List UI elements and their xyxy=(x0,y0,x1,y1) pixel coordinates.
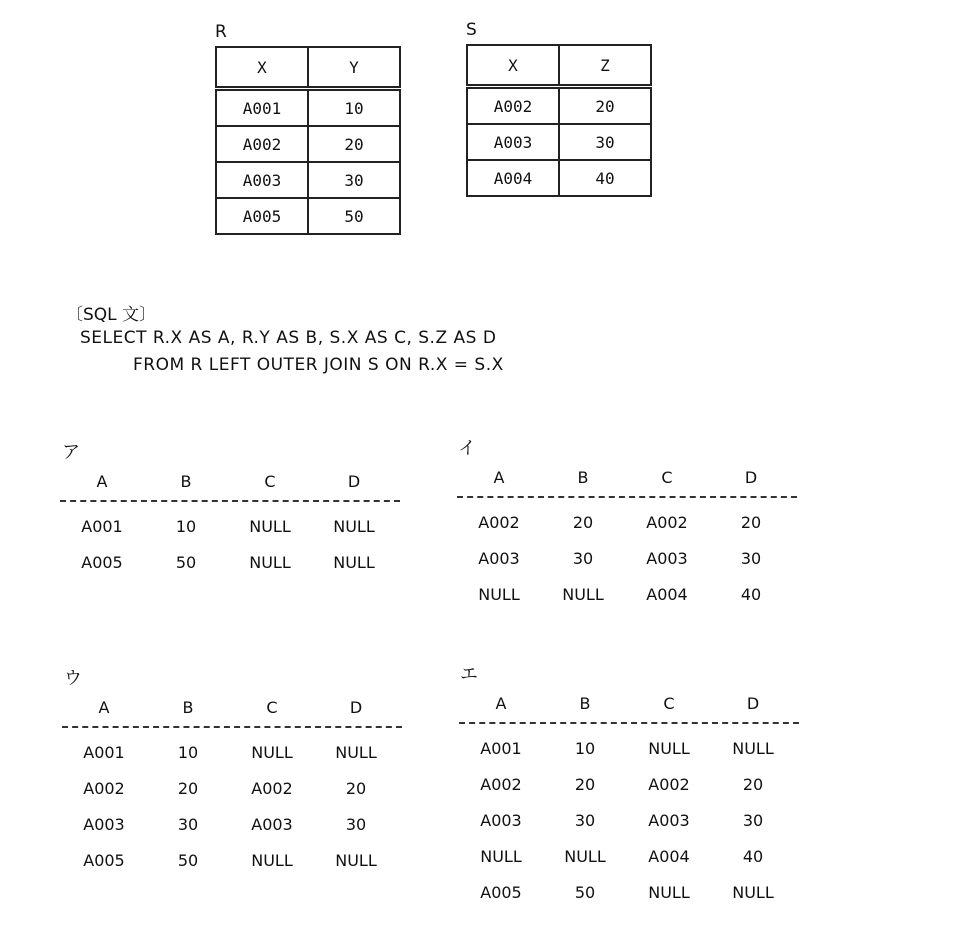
table-cell: A002 xyxy=(467,87,559,125)
table-cell: A001 xyxy=(216,89,308,127)
column-header: B xyxy=(182,697,194,717)
table-r-header-y: Y xyxy=(308,47,400,89)
result-row xyxy=(62,842,402,878)
result-cell: NULL xyxy=(648,738,690,758)
result-cell: NULL xyxy=(562,584,604,604)
column-header: D xyxy=(744,467,758,487)
result-cell: NULL xyxy=(564,846,606,866)
result-cell: 10 xyxy=(574,738,596,758)
result-row xyxy=(62,806,402,842)
column-header: D xyxy=(746,693,760,713)
result-cell: NULL xyxy=(333,516,375,536)
option-u-label: ウ xyxy=(64,668,82,689)
dashed-divider xyxy=(459,722,799,724)
result-cell: A001 xyxy=(480,738,522,758)
result-row xyxy=(457,576,797,612)
column-header: A xyxy=(495,693,507,713)
result-row xyxy=(62,770,402,806)
table-cell: 20 xyxy=(308,126,400,162)
result-row xyxy=(459,838,799,874)
table-row xyxy=(216,126,400,162)
table-s-header-z: Z xyxy=(559,45,651,87)
table-row xyxy=(216,198,400,234)
option-e-result xyxy=(459,688,799,910)
result-cell: 30 xyxy=(572,548,594,568)
column-header: D xyxy=(347,471,361,491)
result-cell: A005 xyxy=(83,850,125,870)
result-cell: 50 xyxy=(175,552,197,572)
result-cell: A005 xyxy=(480,882,522,902)
result-cell: A003 xyxy=(648,810,690,830)
result-cell: A002 xyxy=(251,778,293,798)
table-s xyxy=(466,44,652,197)
table-cell: A005 xyxy=(216,198,308,234)
result-cell: NULL xyxy=(732,882,774,902)
result-cell: 30 xyxy=(742,810,764,830)
result-row xyxy=(459,874,799,910)
table-r xyxy=(215,46,401,235)
column-header: C xyxy=(661,467,673,487)
result-cell: A004 xyxy=(648,846,690,866)
result-cell: A005 xyxy=(81,552,123,572)
result-header xyxy=(457,462,797,492)
result-cell: 30 xyxy=(740,548,762,568)
result-cell: 40 xyxy=(740,584,762,604)
table-cell: A003 xyxy=(467,124,559,160)
result-cell: 30 xyxy=(345,814,367,834)
option-i-label: イ xyxy=(458,438,476,459)
option-u-result xyxy=(62,692,402,878)
dashed-divider xyxy=(457,496,797,498)
result-row xyxy=(62,734,402,770)
result-cell: A002 xyxy=(648,774,690,794)
table-row xyxy=(216,89,400,127)
result-cell: 20 xyxy=(574,774,596,794)
option-a-label: ア xyxy=(62,442,80,463)
table-s-header-x: X xyxy=(467,45,559,87)
result-cell: A003 xyxy=(83,814,125,834)
result-cell: NULL xyxy=(335,742,377,762)
result-cell: NULL xyxy=(251,742,293,762)
result-cell: A004 xyxy=(646,584,688,604)
result-cell: NULL xyxy=(249,552,291,572)
table-row xyxy=(467,160,651,196)
result-cell: 30 xyxy=(574,810,596,830)
result-cell: 50 xyxy=(177,850,199,870)
result-cell: NULL xyxy=(333,552,375,572)
result-cell: A001 xyxy=(81,516,123,536)
option-a-result xyxy=(60,466,400,580)
result-cell: A002 xyxy=(480,774,522,794)
column-header: A xyxy=(98,697,110,717)
table-r-header-x: X xyxy=(216,47,308,89)
result-row xyxy=(60,544,400,580)
column-header: B xyxy=(577,467,589,487)
column-header: C xyxy=(264,471,276,491)
result-cell: A001 xyxy=(83,742,125,762)
table-cell: 40 xyxy=(559,160,651,196)
table-cell: 50 xyxy=(308,198,400,234)
column-header: B xyxy=(180,471,192,491)
result-cell: 50 xyxy=(574,882,596,902)
result-cell: NULL xyxy=(480,846,522,866)
result-row xyxy=(457,504,797,540)
column-header: D xyxy=(349,697,363,717)
dashed-divider xyxy=(62,726,402,728)
column-header: A xyxy=(493,467,505,487)
table-cell: A003 xyxy=(216,162,308,198)
table-cell: 30 xyxy=(559,124,651,160)
table-cell: A004 xyxy=(467,160,559,196)
result-cell: NULL xyxy=(335,850,377,870)
result-cell: 20 xyxy=(572,512,594,532)
result-cell: A003 xyxy=(251,814,293,834)
column-header: B xyxy=(579,693,591,713)
table-s-label: S xyxy=(466,20,477,40)
table-cell: A002 xyxy=(216,126,308,162)
result-header xyxy=(62,692,402,722)
result-cell: NULL xyxy=(249,516,291,536)
result-cell: 20 xyxy=(740,512,762,532)
result-cell: 10 xyxy=(175,516,197,536)
dashed-divider xyxy=(60,500,400,502)
result-cell: 20 xyxy=(742,774,764,794)
result-row xyxy=(459,766,799,802)
result-cell: 40 xyxy=(742,846,764,866)
result-cell: A003 xyxy=(646,548,688,568)
table-row xyxy=(216,162,400,198)
column-header: A xyxy=(96,471,108,491)
option-e-label: エ xyxy=(460,664,478,685)
table-cell: 30 xyxy=(308,162,400,198)
column-header: C xyxy=(266,697,278,717)
result-cell: 20 xyxy=(177,778,199,798)
result-header xyxy=(60,466,400,496)
table-r-label: R xyxy=(215,22,227,42)
result-cell: 10 xyxy=(177,742,199,762)
sql-select-line: SELECT R.X AS A, R.Y AS B, S.X AS C, S.Z AS D xyxy=(80,328,497,348)
result-header xyxy=(459,688,799,718)
column-header: C xyxy=(663,693,675,713)
result-row xyxy=(60,508,400,544)
result-cell: NULL xyxy=(251,850,293,870)
table-row xyxy=(467,87,651,125)
result-cell: A002 xyxy=(478,512,520,532)
result-cell: A002 xyxy=(83,778,125,798)
result-cell: 30 xyxy=(177,814,199,834)
result-row xyxy=(459,802,799,838)
table-cell: 10 xyxy=(308,89,400,127)
sql-label: 〔SQL 文〕 xyxy=(66,305,157,325)
result-row xyxy=(459,730,799,766)
result-cell: 20 xyxy=(345,778,367,798)
result-cell: NULL xyxy=(732,738,774,758)
result-cell: A003 xyxy=(480,810,522,830)
table-cell: 20 xyxy=(559,87,651,125)
result-cell: NULL xyxy=(648,882,690,902)
table-row xyxy=(467,124,651,160)
result-cell: NULL xyxy=(478,584,520,604)
result-cell: A002 xyxy=(646,512,688,532)
sql-from-line: FROM R LEFT OUTER JOIN S ON R.X = S.X xyxy=(133,355,504,375)
result-cell: A003 xyxy=(478,548,520,568)
result-row xyxy=(457,540,797,576)
option-i-result xyxy=(457,462,797,612)
